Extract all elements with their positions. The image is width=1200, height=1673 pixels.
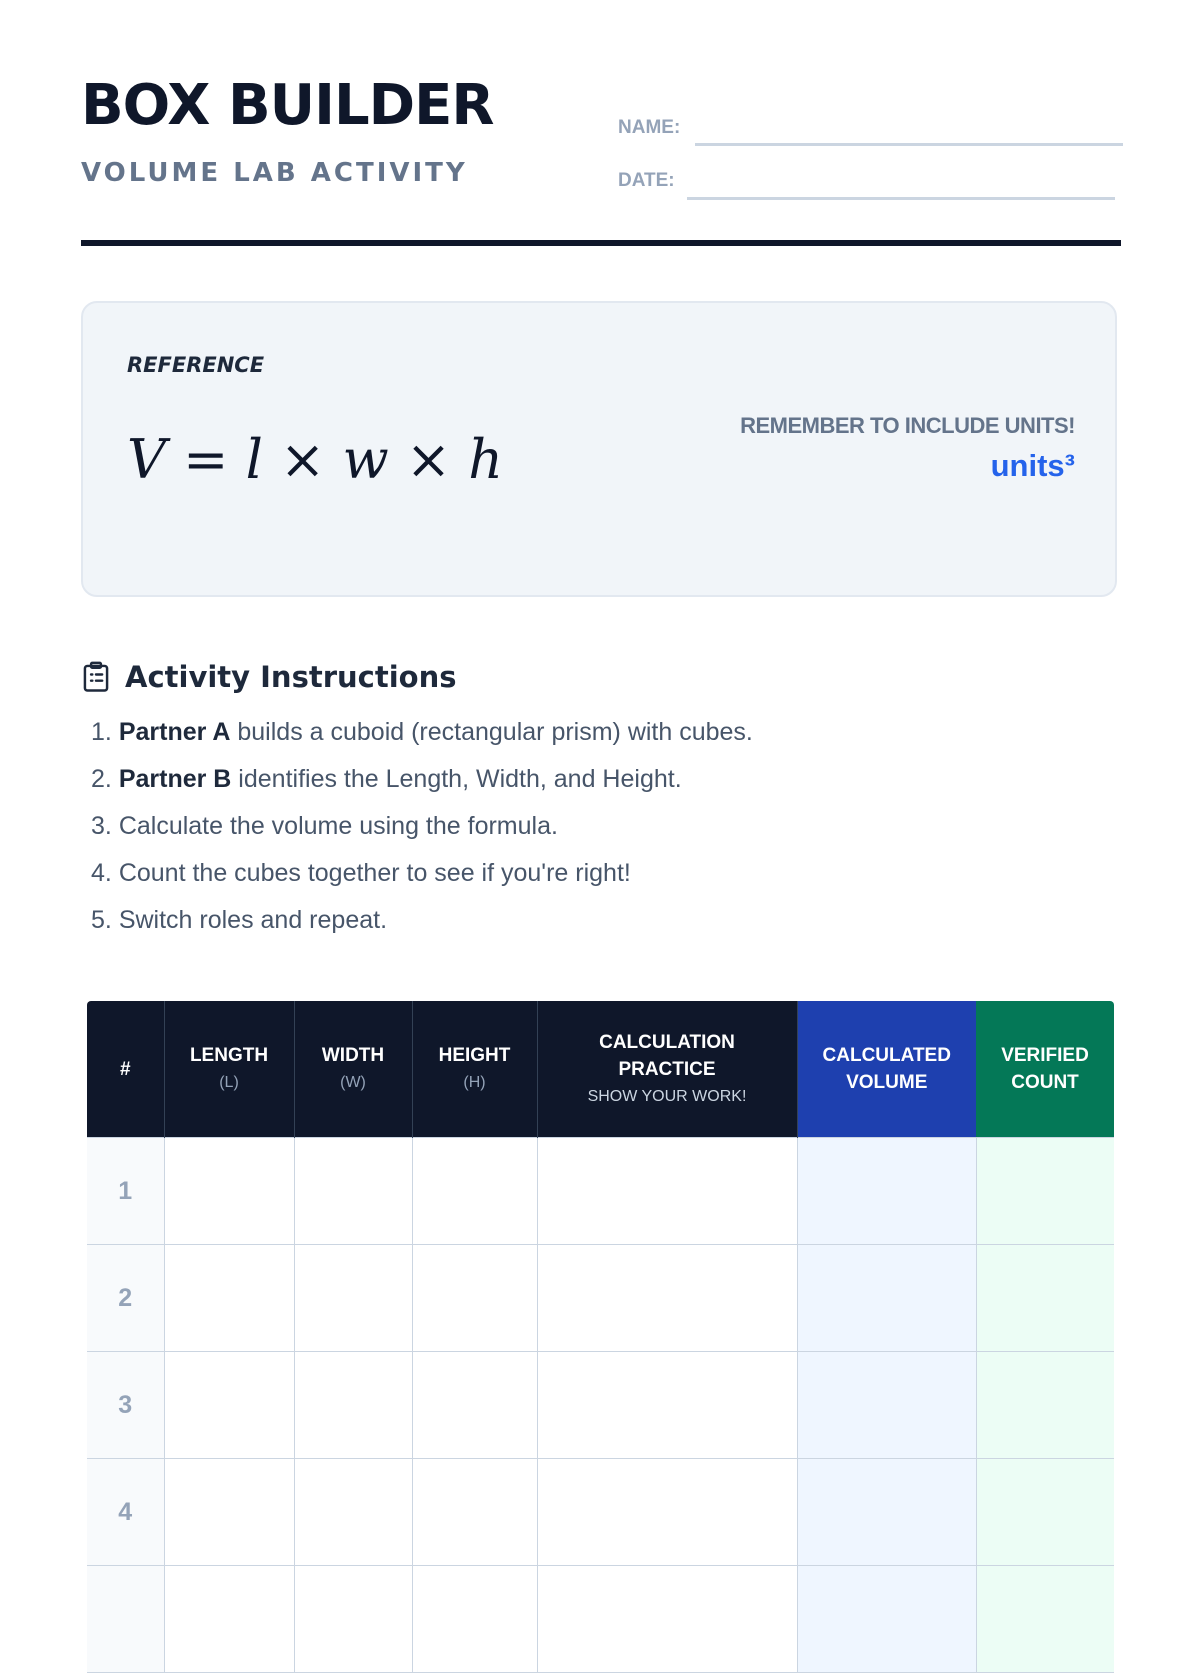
formula-l: l xyxy=(245,428,263,491)
table-row xyxy=(87,1566,1114,1673)
formula-equals: = xyxy=(183,428,229,491)
instruction-role: Partner A xyxy=(118,718,231,746)
calculated-volume-cell[interactable] xyxy=(797,1459,976,1566)
table-row xyxy=(87,1352,1114,1459)
instruction-number: 2. xyxy=(91,765,112,793)
width-cell[interactable] xyxy=(294,1459,412,1566)
instruction-text: builds a cuboid (rectangular prism) with cubes. xyxy=(230,718,753,746)
header-divider xyxy=(81,240,1121,246)
name-field-line[interactable] xyxy=(695,143,1123,146)
instruction-item xyxy=(91,853,753,900)
table-row xyxy=(87,1245,1114,1352)
calculated-volume-cell[interactable] xyxy=(797,1245,976,1352)
date-field-line[interactable] xyxy=(687,197,1115,200)
col-header-calc-line2: PRACTICE xyxy=(618,1058,716,1080)
verified-count-cell[interactable] xyxy=(976,1138,1114,1245)
row-number: 1 xyxy=(87,1138,164,1245)
length-cell[interactable] xyxy=(164,1459,294,1566)
instruction-number: 1. xyxy=(91,718,112,746)
formula-h: h xyxy=(468,428,504,491)
col-header-length-label: LENGTH xyxy=(189,1045,269,1066)
calculation-cell[interactable] xyxy=(537,1459,797,1566)
instruction-item xyxy=(91,900,753,947)
col-header-calc-line1: CALCULATION xyxy=(599,1031,735,1053)
col-header-ver-line2: COUNT xyxy=(1011,1072,1079,1093)
volume-formula xyxy=(127,428,503,491)
calculation-cell[interactable] xyxy=(537,1352,797,1459)
col-header-height xyxy=(412,1001,537,1138)
col-header-number xyxy=(87,1001,164,1138)
col-header-width-label: WIDTH xyxy=(321,1045,385,1066)
formula-times-2: × xyxy=(405,428,452,491)
instruction-text: identifies the Length, Width, and Height. xyxy=(231,765,682,793)
col-header-height-label: HEIGHT xyxy=(438,1045,511,1066)
reference-label: REFERENCE xyxy=(127,353,265,377)
instruction-number: 4. xyxy=(91,859,112,887)
instruction-number: 5. xyxy=(91,906,112,934)
col-header-number-label: # xyxy=(119,1058,131,1080)
instructions-list xyxy=(91,712,753,947)
col-header-calculation xyxy=(537,1001,797,1138)
formula-times-1: × xyxy=(280,428,326,491)
col-header-vol-line2: VOLUME xyxy=(846,1072,928,1093)
formula-v: V xyxy=(127,428,166,491)
length-cell[interactable] xyxy=(164,1566,294,1673)
width-cell[interactable] xyxy=(294,1138,412,1245)
row-number: 4 xyxy=(87,1459,164,1566)
col-header-height-sub: (H) xyxy=(463,1074,486,1091)
length-cell[interactable] xyxy=(164,1245,294,1352)
instruction-text: Count the cubes together to see if you're right! xyxy=(118,859,631,887)
col-header-width xyxy=(294,1001,412,1138)
name-label: NAME: xyxy=(618,117,681,138)
calculated-volume-cell[interactable] xyxy=(797,1352,976,1459)
instruction-text: Switch roles and repeat. xyxy=(118,906,388,934)
height-cell[interactable] xyxy=(412,1566,537,1673)
height-cell[interactable] xyxy=(412,1352,537,1459)
height-cell[interactable] xyxy=(412,1245,537,1352)
col-header-vol-line1: CALCULATED xyxy=(822,1045,951,1066)
row-number: 3 xyxy=(87,1352,164,1459)
verified-count-cell[interactable] xyxy=(976,1352,1114,1459)
instruction-item xyxy=(91,759,753,806)
col-header-width-sub: (W) xyxy=(340,1074,366,1091)
instructions-heading xyxy=(81,660,456,694)
worksheet-title: BOX BUILDER xyxy=(81,73,494,138)
calculated-volume-cell[interactable] xyxy=(797,1138,976,1245)
date-label: DATE: xyxy=(618,170,675,191)
instruction-item xyxy=(91,712,753,759)
width-cell[interactable] xyxy=(294,1566,412,1673)
row-number: 2 xyxy=(87,1245,164,1352)
height-cell[interactable] xyxy=(412,1138,537,1245)
instruction-role: Partner B xyxy=(118,765,232,793)
instruction-item xyxy=(91,806,753,853)
col-header-calc-sub: SHOW YOUR WORK! xyxy=(587,1087,747,1105)
col-header-length xyxy=(164,1001,294,1138)
calculation-cell[interactable] xyxy=(537,1245,797,1352)
length-cell[interactable] xyxy=(164,1352,294,1459)
calculated-volume-cell[interactable] xyxy=(797,1566,976,1673)
instruction-number: 3. xyxy=(91,812,112,840)
verified-count-cell[interactable] xyxy=(976,1459,1114,1566)
verified-count-cell[interactable] xyxy=(976,1245,1114,1352)
table-row xyxy=(87,1459,1114,1566)
units-label: units³ xyxy=(990,448,1075,483)
instructions-title: Activity Instructions xyxy=(125,660,457,694)
volume-log-table xyxy=(87,1001,1114,1673)
col-header-ver-line1: VERIFIED xyxy=(1001,1045,1089,1066)
length-cell[interactable] xyxy=(164,1138,294,1245)
calculation-cell[interactable] xyxy=(537,1138,797,1245)
formula-w: w xyxy=(342,428,389,491)
clipboard-icon xyxy=(81,661,111,693)
reference-box xyxy=(81,301,1117,597)
calculation-cell[interactable] xyxy=(537,1566,797,1673)
width-cell[interactable] xyxy=(294,1245,412,1352)
row-number xyxy=(87,1566,164,1673)
col-header-length-sub: (L) xyxy=(219,1074,239,1091)
col-header-verified-count xyxy=(976,1001,1114,1138)
table-header-row xyxy=(87,1001,1114,1138)
table-row xyxy=(87,1138,1114,1245)
instruction-text: Calculate the volume using the formula. xyxy=(118,812,558,840)
height-cell[interactable] xyxy=(412,1459,537,1566)
width-cell[interactable] xyxy=(294,1352,412,1459)
worksheet-subtitle: VOLUME LAB ACTIVITY xyxy=(81,158,468,188)
units-reminder: REMEMBER TO INCLUDE UNITS! xyxy=(740,413,1075,438)
col-header-calculated-volume xyxy=(797,1001,976,1138)
verified-count-cell[interactable] xyxy=(976,1566,1114,1673)
